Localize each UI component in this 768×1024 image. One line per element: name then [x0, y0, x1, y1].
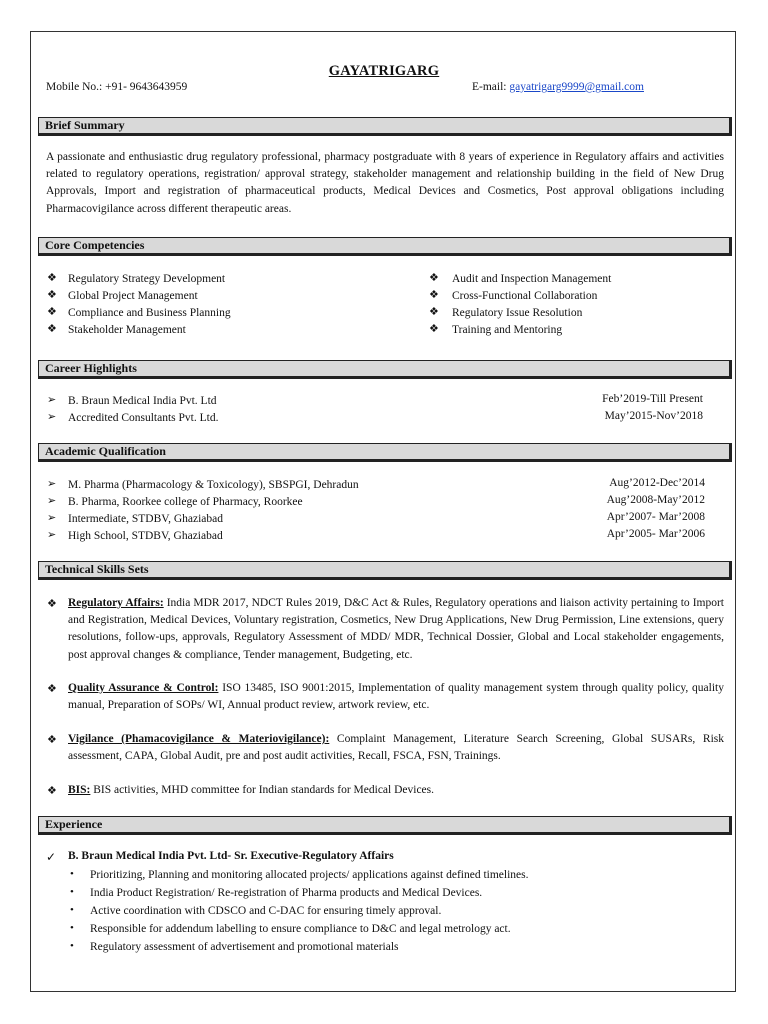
competency-item: Training and Mentoring	[452, 324, 563, 336]
bullet-dot-icon: •	[70, 868, 74, 880]
mobile-value: +91- 9643643959	[105, 81, 188, 93]
diamond-bullet-icon: ❖	[47, 598, 57, 610]
arrow-bullet-icon: ➢	[47, 478, 57, 490]
experience-bullet: Responsible for addendum labelling to ensure compliance to D&C and legal metrology act.	[90, 923, 511, 935]
academic-period: Aug’2008-May’2012	[606, 494, 705, 506]
arrow-bullet-icon: ➢	[47, 394, 57, 406]
career-org: Accredited Consultants Pvt. Ltd.	[68, 412, 219, 424]
academic-period: Aug’2012-Dec’2014	[609, 477, 705, 489]
competency-item: Cross-Functional Collaboration	[452, 290, 598, 302]
section-heading-competencies: Core Competencies	[38, 237, 732, 256]
academic-degree: High School, STDBV, Ghaziabad	[68, 530, 223, 542]
bullet-dot-icon: •	[70, 886, 74, 898]
diamond-bullet-icon: ❖	[47, 323, 57, 335]
section-heading-experience: Experience	[38, 816, 732, 835]
diamond-bullet-icon: ❖	[47, 272, 57, 284]
competency-item: Global Project Management	[68, 290, 198, 302]
section-heading-academic: Academic Qualification	[38, 443, 732, 462]
skill-label: BIS:	[68, 784, 91, 796]
career-org: B. Braun Medical India Pvt. Ltd	[68, 395, 217, 407]
skill-label: Regulatory Affairs:	[68, 597, 164, 609]
skill-text: BIS activities, MHD committee for Indian standards for Medical Devices.	[90, 784, 435, 796]
diamond-bullet-icon: ❖	[47, 306, 57, 318]
mobile-number	[46, 81, 187, 93]
bullet-dot-icon: •	[70, 904, 74, 916]
bullet-dot-icon: •	[70, 922, 74, 934]
experience-bullet: India Product Registration/ Re-registration of Pharma products and Medical Devices.	[90, 887, 483, 899]
arrow-bullet-icon: ➢	[47, 529, 57, 541]
career-period: May’2015-Nov’2018	[604, 410, 703, 422]
section-heading-career: Career Highlights	[38, 360, 732, 379]
diamond-bullet-icon: ❖	[47, 289, 57, 301]
arrow-bullet-icon: ➢	[47, 495, 57, 507]
competency-item: Audit and Inspection Management	[452, 273, 612, 285]
skill-text: ISO 13485, ISO 9001:2015, Implementation of quality management system through quality policy, quality manual, Preparation of SOPs/ WI, Annual product review, artwork review, etc.	[68, 682, 724, 712]
skill-text: Complaint Management, Literature Search Screening, Global SUSARs, Risk assessment, CAPA, Global Audit, pre and post audit activities, Recall, FSCA, FSN, Trainings.	[68, 733, 724, 763]
skill-quality-assurance	[68, 680, 724, 714]
email	[472, 81, 644, 93]
diamond-bullet-icon: ❖	[429, 289, 439, 301]
academic-degree: M. Pharma (Pharmacology & Toxicology), SBSPGI, Dehradun	[68, 479, 359, 491]
arrow-bullet-icon: ➢	[47, 512, 57, 524]
skill-bis	[68, 782, 724, 799]
competency-item: Compliance and Business Planning	[68, 307, 231, 319]
diamond-bullet-icon: ❖	[47, 785, 57, 797]
diamond-bullet-icon: ❖	[47, 683, 57, 695]
academic-degree: B. Pharma, Roorkee college of Pharmacy, Roorkee	[68, 496, 303, 508]
skill-text: India MDR 2017, NDCT Rules 2019, D&C Act & Rules, Regulatory operations and liaison activity pertaining to Import and Registration, Medical Devices, Voluntary registration, Cosmetics, New Drug Applications, New Drug Permission, Line extensions, query resolutions, follow-ups, approvals, Regulatory Assessment of MDD/ MDR, Technical Dossier, Global and Local stakeholder engagements, post approval changes & compliance, Tender management, Budgeting, etc.	[68, 597, 724, 661]
checkmark-icon: ✓	[46, 850, 57, 864]
summary-text: A passionate and enthusiastic drug regulatory professional, pharmacy postgraduate with 8 years of experience in Regulatory affairs and activities related to regulatory operations, registration/ approval strategy, stakeholder management and relationship building in the field of New Drug Approvals, Import and registration of pharmaceutical products, Medical Devices and Cosmetics, Post approval obligations including Pharmacovigilance across different therapeutic areas.	[46, 151, 724, 215]
email-link[interactable]: gayatrigarg9999@gmail.com	[509, 81, 644, 93]
diamond-bullet-icon: ❖	[429, 306, 439, 318]
diamond-bullet-icon: ❖	[429, 323, 439, 335]
section-heading-skills: Technical Skills Sets	[38, 561, 732, 580]
bullet-dot-icon: •	[70, 940, 74, 952]
academic-period: Apr’2007- Mar’2008	[606, 511, 705, 523]
arrow-bullet-icon: ➢	[47, 411, 57, 423]
competency-item: Stakeholder Management	[68, 324, 186, 336]
mobile-label: Mobile No.:	[46, 81, 103, 93]
competency-item: Regulatory Strategy Development	[68, 273, 226, 285]
skill-regulatory-affairs	[68, 595, 724, 664]
competency-item: Regulatory Issue Resolution	[452, 307, 583, 319]
experience-bullet: Prioritizing, Planning and monitoring allocated projects/ applications against defined timelines.	[90, 869, 529, 881]
skill-vigilance	[68, 731, 724, 765]
candidate-name: GAYATRIGARG	[328, 63, 440, 79]
section-heading-summary: Brief Summary	[38, 117, 732, 136]
email-label: E-mail:	[472, 81, 507, 93]
skill-label: Vigilance (Phamacovigilance & Materiovigilance):	[68, 733, 330, 745]
diamond-bullet-icon: ❖	[429, 272, 439, 284]
diamond-bullet-icon: ❖	[47, 734, 57, 746]
experience-title: B. Braun Medical India Pvt. Ltd- Sr. Executive-Regulatory Affairs	[68, 850, 394, 862]
academic-degree: Intermediate, STDBV, Ghaziabad	[68, 513, 223, 525]
academic-period: Apr’2005- Mar’2006	[606, 528, 705, 540]
experience-bullet: Active coordination with CDSCO and C-DAC for ensuring timely approval.	[90, 905, 442, 917]
skill-label: Quality Assurance & Control:	[68, 682, 219, 694]
experience-bullet: Regulatory assessment of advertisement and promotional materials	[90, 941, 399, 953]
career-period: Feb’2019-Till Present	[602, 393, 703, 405]
